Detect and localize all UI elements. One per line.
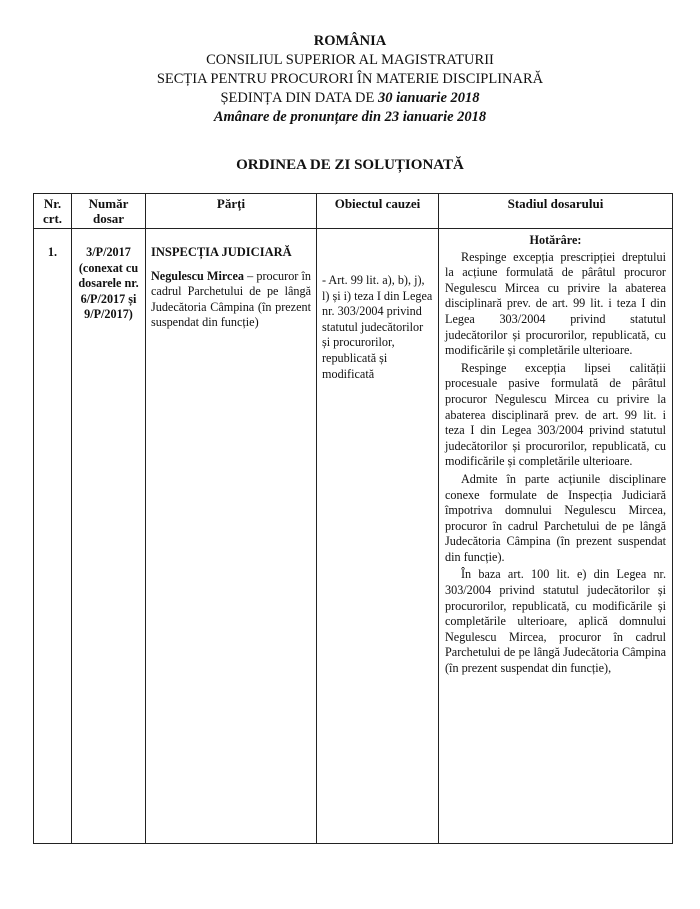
row-number: 1. [34,229,72,844]
decision-paragraph-4: În baza art. 100 lit. e) din Legea nr. 303/2004 privind statutul judecătorilor și procurorilor, republicată, cu modificările și completările ulterioare, aplică domnului Negulescu Mircea, procuror în cadrul Parchetului de pe lângă Judecătoria Câmpina (în prezent suspendat din funcție), [445,567,666,676]
case-number: 3/P/2017 (conexat cu dosarele nr. 6/P/2017 și 9/P/2017) [72,229,146,844]
header-postponement: Amânare de pronunțare din 23 ianuarie 2018 [213,109,487,125]
agenda-table [33,193,673,844]
header-numar-dosar: Număr dosar [72,194,146,229]
header-section: SECȚIA PENTRU PROCURORI ÎN MATERIE DISCIPLINARĂ [156,71,544,87]
defendant [151,269,311,331]
header-nr-crt: Nr. crt. [34,194,72,229]
parties-cell [146,229,317,844]
case-object [317,229,439,844]
header-parti: Părți [146,194,317,229]
case-object-text: - Art. 99 lit. a), b), j), l) și i) teza I din Legea nr. 303/2004 privind statutul judecătorilor și procurorilor, republicată și modificată [322,273,433,381]
decision-paragraph-2: Respinge excepția lipsei calității procesuale pasive formulată de pârâtul procuror Negulescu Mircea cu privire la abaterea disciplinară prev. de art. 99 lit. i teza I din Legea 303/2004 privind statutul judecătorilor și procurorilor, republicată, cu modificările și completările ulterioare. [445,360,666,469]
header-council: CONSILIUL SUPERIOR AL MAGISTRATURII [206,52,494,68]
table-header-row [34,194,673,229]
decision-paragraph-3: Admite în parte acțiunile disciplinare conexe formulate de Inspecția Judiciară împotriva domnului Negulescu Mircea, procuror în cadrul Parchetului de pe lângă Judecătoria Câmpina (în prezent suspendat din funcție). [445,471,666,564]
header-session [0,89,700,108]
header-obiectul-cauzei: Obiectul cauzei [317,194,439,229]
table-row [34,229,673,844]
header-session-prefix: ȘEDINȚA DIN DATA DE [220,90,378,106]
decision-title: Hotărâre: [529,233,582,247]
decision-paragraph-1: Respinge excepția prescripției dreptului la acțiune formulată de pârâtul procuror Negulescu Mircea cu privire la abaterea disciplinară prev. de art. 99 lit. i teza I din Legea 303/2004 privind statutul judecătorilor și procurorilor, republicată, cu modificările și completările ulterioare. [445,249,666,358]
document-header [0,32,700,127]
defendant-description: – procuror în cadrul Parchetului de pe lângă Judecătoria Câmpina (în prezent suspendat din funcție) [151,268,311,330]
plaintiff: INSPECȚIA JUDICIARĂ [151,245,292,259]
header-stadiul-dosarului: Stadiul dosarului [439,194,673,229]
case-status [439,229,673,844]
header-session-date: 30 ianuarie 2018 [378,90,480,106]
defendant-name: Negulescu Mircea [151,268,244,283]
header-country: ROMÂNIA [313,33,387,49]
agenda-title: ORDINEA DE ZI SOLUȚIONATĂ [236,157,464,173]
